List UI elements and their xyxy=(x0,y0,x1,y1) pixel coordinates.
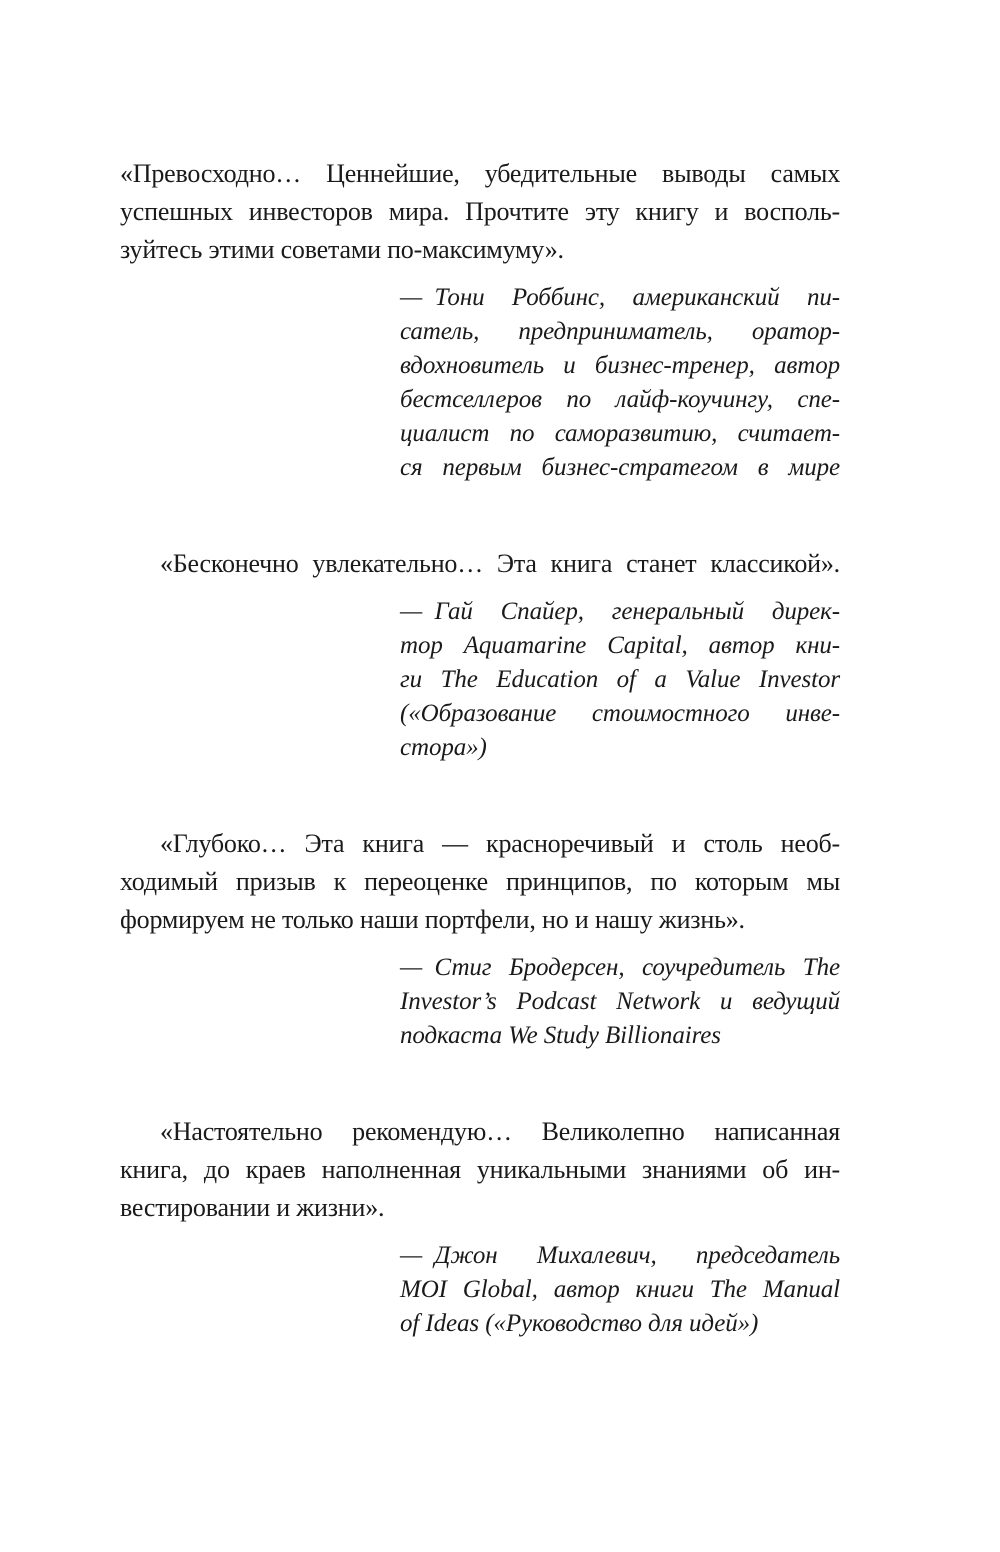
testimonial-2 xyxy=(120,545,1000,765)
quote-line: вестировании и жизни». xyxy=(120,1193,385,1222)
attribution-line: — Тони Роббинс, американский пи- xyxy=(400,284,840,311)
attribution-line: MOI Global, автор книги The Manual xyxy=(400,1276,840,1303)
attribution-line: циалист по саморазвитию, считает- xyxy=(400,420,840,447)
attribution-line: of Ideas («Руководство для идей») xyxy=(400,1310,759,1337)
quote-line: успешных инвесторов мира. Прочтите эту книгу и восполь- xyxy=(120,197,840,226)
attribution-text-2 xyxy=(400,595,840,765)
quote-line: формируем не только наши портфели, но и нашу жизнь». xyxy=(120,905,745,934)
attribution-line: — Джон Михалевич, председатель xyxy=(400,1242,840,1269)
attribution-line: сатель, предприниматель, оратор- xyxy=(400,318,840,345)
attribution-line: подкаста We Study Billionaires xyxy=(400,1022,721,1049)
attribution-line: тор Aquamarine Capital, автор кни- xyxy=(400,632,840,659)
attribution-line: («Образование стоимостного инве- xyxy=(400,700,840,727)
attribution-line: бестселлеров по лайф-коучингу, спе- xyxy=(400,386,840,413)
quote-line: зуйтесь этими советами по-максимуму». xyxy=(120,235,564,264)
attribution-line: стора») xyxy=(400,734,487,761)
testimonial-3 xyxy=(120,825,1000,1053)
quote-line: «Бесконечно увлекательно… Эта книга станет классикой». xyxy=(160,549,840,578)
quote-text-2 xyxy=(120,545,840,583)
attribution-text-1 xyxy=(400,281,840,485)
quote-line: «Глубоко… Эта книга — красноречивый и столь необ- xyxy=(160,829,840,858)
attribution-line: ги The Education of a Value Investor xyxy=(400,666,840,693)
attribution-line: — Стиг Бродерсен, соучредитель The xyxy=(400,954,840,981)
attribution-text-3 xyxy=(400,951,840,1053)
testimonial-1 xyxy=(120,155,1000,485)
attribution-line: ся первым бизнес-стратегом в мире xyxy=(400,454,840,481)
quote-line: ходимый призыв к переоценке принципов, по которым мы xyxy=(120,867,840,896)
quote-text-3 xyxy=(120,825,840,939)
quote-text-1 xyxy=(120,155,840,269)
testimonial-4 xyxy=(120,1113,1000,1341)
quote-text-4 xyxy=(120,1113,840,1227)
quote-line: «Превосходно… Ценнейшие, убедительные выводы самых xyxy=(120,159,840,188)
quote-line: «Настоятельно рекомендую… Великолепно написанная xyxy=(160,1117,840,1146)
attribution-text-4 xyxy=(400,1239,840,1341)
quote-line: книга, до краев наполненная уникальными знаниями об ин- xyxy=(120,1155,840,1184)
attribution-line: — Гай Спайер, генеральный дирек- xyxy=(400,598,840,625)
attribution-line: Investor’s Podcast Network и ведущий xyxy=(400,988,840,1015)
attribution-line: вдохновитель и бизнес-тренер, автор xyxy=(400,352,840,379)
